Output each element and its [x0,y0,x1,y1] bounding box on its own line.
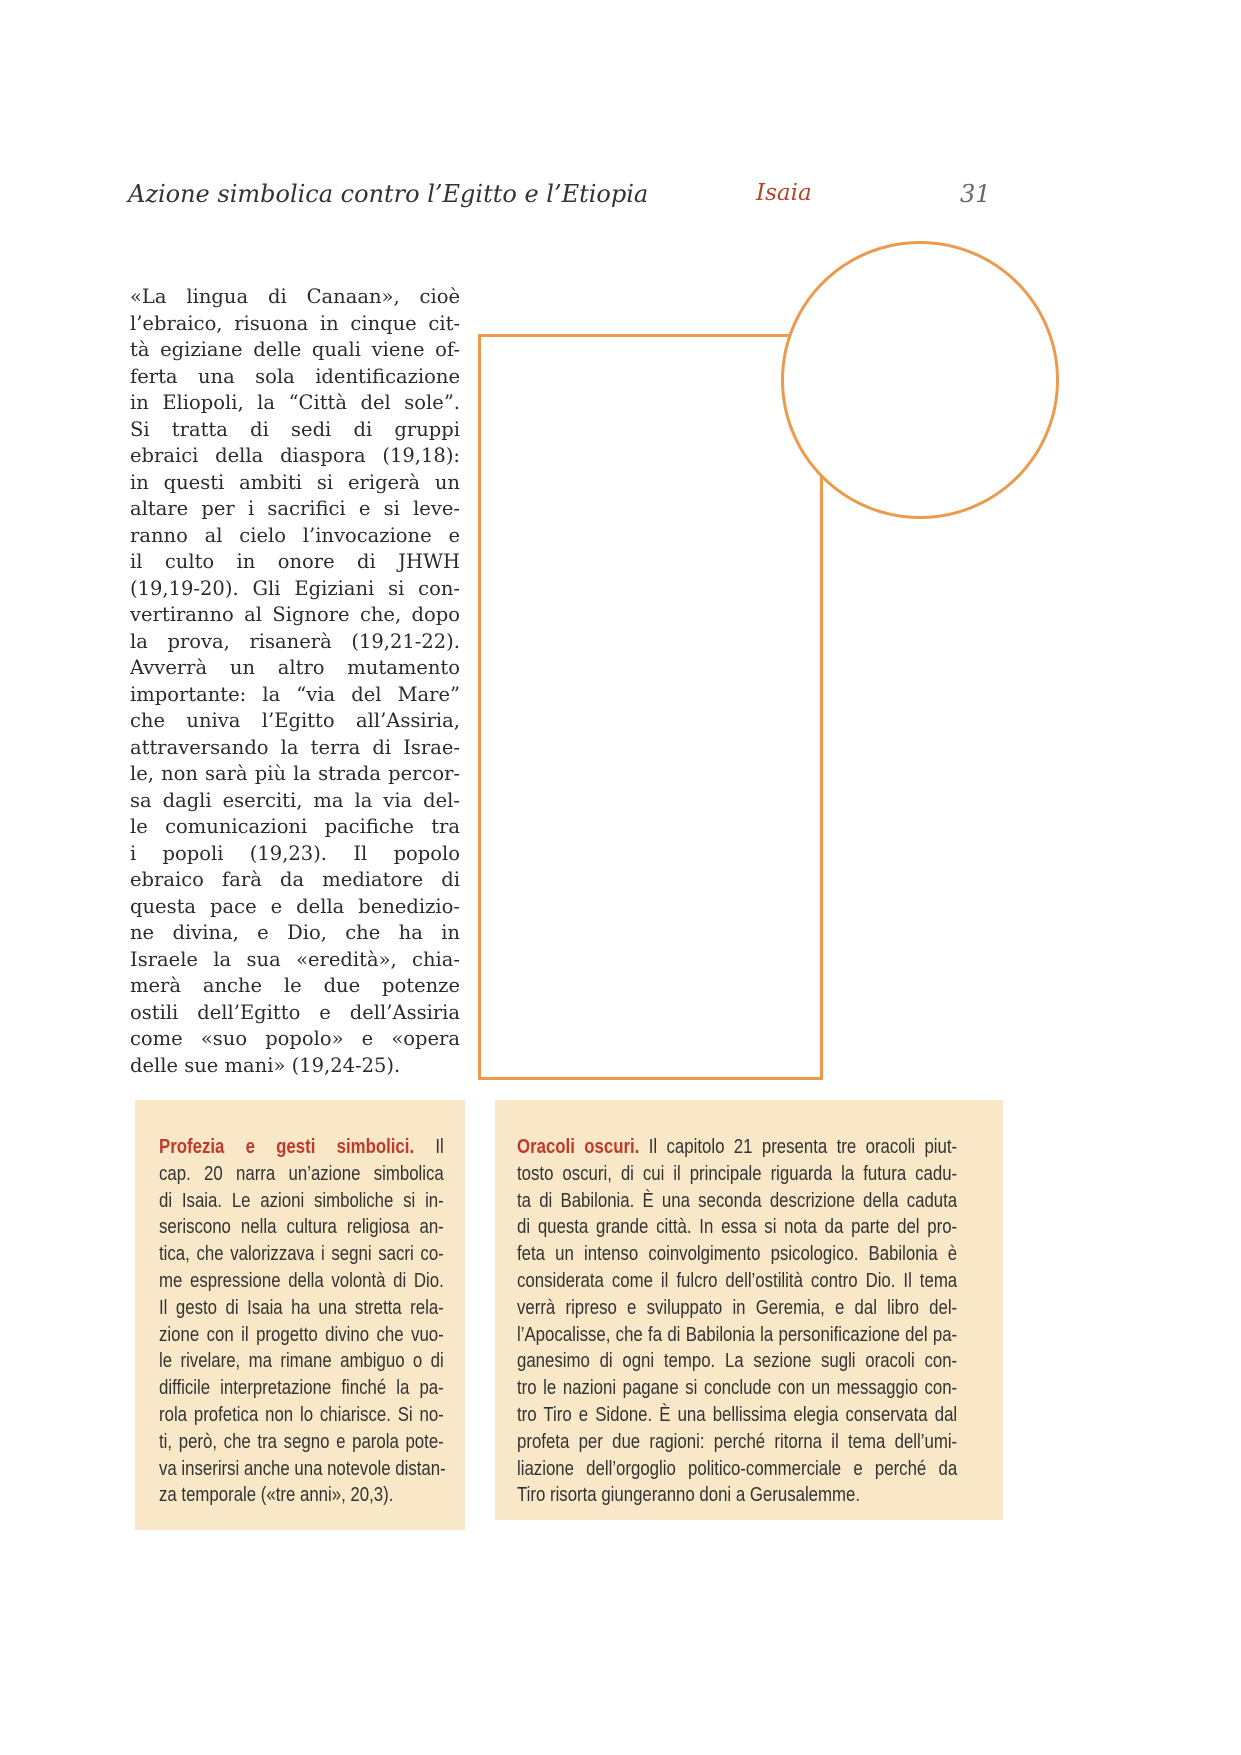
text-line: ostili dell’Egitto e dell’Assiria [130,1000,460,1024]
orange-circle-annotation [781,241,1059,519]
box-line: Il capitolo 21 presenta tre oracoli piut- [639,1136,958,1158]
main-text-column [130,284,460,1079]
text-line: ranno al cielo l’invocazione e [130,523,460,547]
text-line: Tiro risorta giungeranno doni a Gerusalemme. [517,1484,861,1507]
text-line: zione con il progetto divino che vuo- [159,1323,444,1346]
text-line: altare per i sacrifici e si leve- [130,497,460,520]
book-name: Isaia [756,180,812,206]
text-line: ebraici della diaspora (19,18): [130,444,460,467]
orange-rectangle-annotation [478,334,823,1080]
text-line: «La lingua di Canaan», cioè [130,285,460,308]
text-line: Israele la sua «eredità», chia- [130,947,460,971]
box-first-line [517,1134,957,1161]
text-line: verrà ripreso e sviluppato in Geremia, e dal libro del- [517,1296,958,1319]
sidebar-box-oracoli [495,1100,1003,1520]
text-line: seriscono nella cultura religiosa an- [159,1216,444,1239]
text-line: di questa grande città. In essa si nota da parte del pro- [517,1216,958,1239]
text-line: difficile interpretazione finché la pa- [159,1377,444,1400]
text-line: ferta una sola identificazione [130,364,460,388]
text-line: in questi ambiti si erigerà un [130,470,460,494]
text-line: che univa l’Egitto all’Assiria, [130,709,460,732]
text-line: considerata come il fulcro dell’ostilità contro Dio. Il tema [517,1269,958,1292]
box-first-line [159,1134,444,1161]
text-line: di Isaia. Le azioni simboliche si in- [159,1189,444,1212]
text-line: le, non sarà più la strada percor- [130,762,460,785]
running-title: Azione simbolica contro l’Egitto e l’Etiopia [128,180,649,208]
text-line: (19,19-20). Gli Egiziani si con- [130,576,460,600]
text-line: ebraico farà da mediatore di [130,868,460,891]
text-line: Avverrà un altro mutamento [130,656,460,679]
text-line: tro le nazioni pagane si conclude con un messaggio con- [517,1377,958,1400]
text-line: feta un intenso coinvolgimento psicologico. Babilonia è [517,1243,958,1266]
box-heading: Profezia e gesti simbolici. [159,1136,415,1158]
text-line: l’Apocalisse, che fa di Babilonia la personificazione del pa- [517,1323,958,1346]
text-line: ne divina, e Dio, che ha in [130,921,460,944]
box-text [517,1134,957,1509]
text-line: la prova, risanerà (19,21-22). [130,629,460,653]
text-line: me espressione della volontà di Dio. [159,1269,444,1292]
text-line: cap. 20 narra un’azione simbolica [159,1162,444,1185]
text-line: come «suo popolo» e «opera [130,1027,460,1050]
text-line: ta di Babilonia. È una seconda descrizione della caduta [517,1189,958,1212]
text-line: va inserirsi anche una notevole distan- [159,1457,446,1480]
box-line: Il [414,1136,444,1158]
text-line: ti, però, che tra segno e parola pote- [159,1430,444,1453]
page-number: 31 [960,180,991,208]
text-line: attraversando la terra di Israe- [130,735,460,759]
text-line: delle sue mani» (19,24-25). [130,1053,401,1077]
text-line: za temporale («tre anni», 20,3). [159,1484,394,1507]
text-line: sa dagli eserciti, ma la via del- [130,788,460,812]
sidebar-box-profezia [135,1100,465,1530]
text-line: profeta per due ragioni: perché ritorna il tema dell’umi- [517,1430,958,1453]
text-line: tro Tiro e Sidone. È una bellissima elegia conservata dal [517,1403,958,1426]
text-line: il culto in onore di JHWH [130,550,460,573]
text-line: tosto oscuri, di cui il principale riguarda la futura cadu- [517,1162,958,1185]
text-line: merà anche le due potenze [130,974,460,997]
text-line: rola profetica non lo chiarisce. Si no- [159,1403,444,1426]
box-text [159,1134,444,1509]
text-line: i popoli (19,23). Il popolo [130,841,460,865]
box-heading: Oracoli oscuri. [517,1136,640,1158]
text-line: liazione dell’orgoglio politico-commerciale e perché da [517,1457,958,1480]
text-line: importante: la “via del Mare” [130,682,460,706]
text-line: le rivelare, ma rimane ambiguo o di [159,1350,444,1373]
text-line: questa pace e della benedizio- [130,894,460,918]
text-line: tà egiziane delle quali viene of- [130,338,460,361]
text-line: in Eliopoli, la “Città del sole”. [130,391,460,414]
text-line: l’ebraico, risuona in cinque cit- [130,311,460,335]
text-line: Il gesto di Isaia ha una stretta rela- [159,1296,444,1319]
text-line: Si tratta di sedi di gruppi [130,417,460,441]
text-line: tica, che valorizzava i segni sacri co- [159,1243,444,1266]
text-line: vertiranno al Signore che, dopo [130,603,460,626]
text-line: ganesimo di ogni tempo. La sezione sugli oracoli con- [517,1350,958,1373]
text-line: le comunicazioni pacifiche tra [130,815,460,838]
